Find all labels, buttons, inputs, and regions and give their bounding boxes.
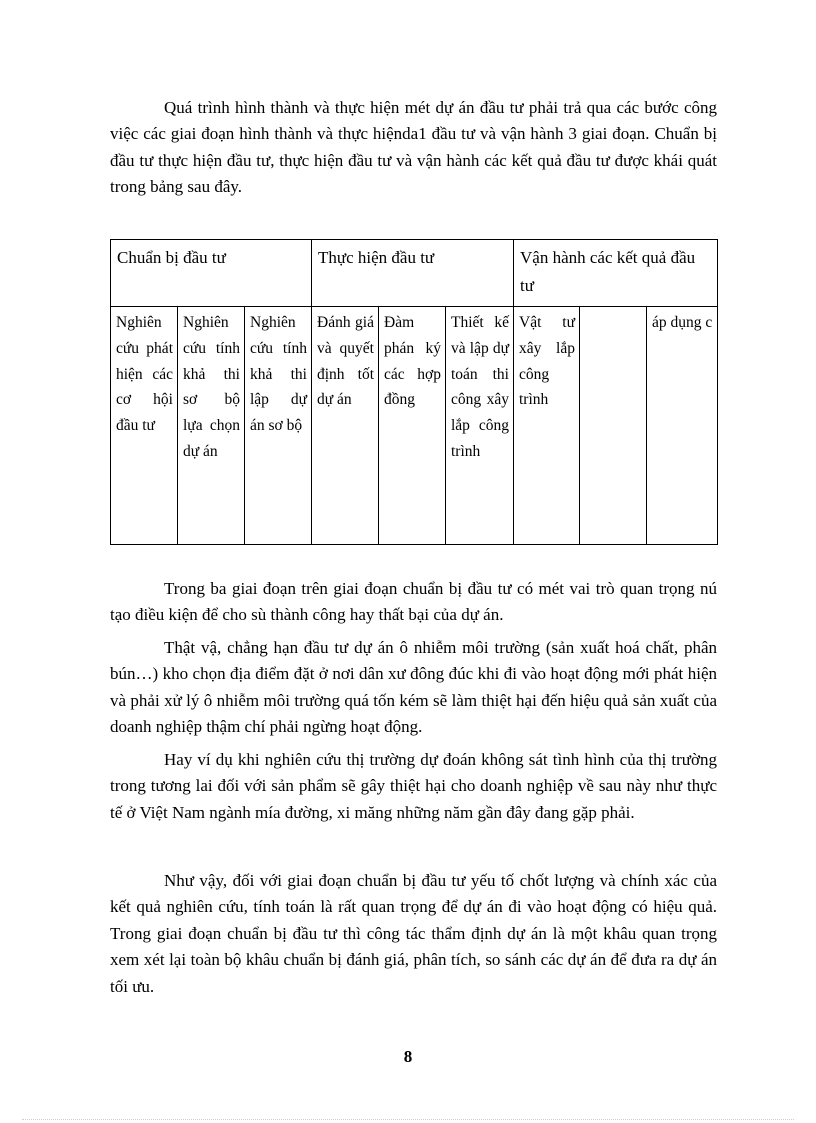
table-cell: Đánh giá và quyết định tốt dự án (312, 307, 379, 545)
table-cell (580, 307, 647, 545)
table-cell: Nghiên cứu phát hiện các cơ hội đầu tư (111, 307, 178, 545)
table-cell: Nghiên cứu tính khả thi sơ bộ lựa chọn dự án (178, 307, 245, 545)
header-operation: Vận hành các kết quả đầu tư (514, 240, 718, 307)
table-cell: Nghiên cứu tính khả thi lập dự án sơ bộ (245, 307, 312, 545)
table-cell: áp dụng c (647, 307, 718, 545)
paragraph-intro: Quá trình hình thành và thực hiện mét dự án đầu tư phải trả qua các bước công việc các giai đoạn hình thành và thực hiệnda1 đầu tư và vận hành 3 giai đoạn. Chuẩn bị đầu tư thực hiện đầu tư, thực hiện đầu tư và vận hành các kết quả đầu tư được khái quát trong bảng sau đây. (110, 98, 717, 197)
paragraph-conclusion: Như vậy, đối với giai đoạn chuẩn bị đầu tư yếu tố chốt lượng và chính xác của kết quả nghiên cứu, tính toán là rất quan trọng để dự án đi vào hoạt động có hiệu quả. Trong giai đoạn chuẩn bị đầu tư thì công tác thẩm định dự án là một khâu quan trọng xem xét lại toàn bộ khâu chuẩn bị đánh giá, phân tích, so sánh các dự án để đưa ra dự án tối ưu. (110, 871, 717, 996)
table-cell: Đàm phán ký các hợp đồng (379, 307, 446, 545)
table-row (111, 307, 718, 545)
page-bottom-divider (22, 1119, 794, 1120)
table-cell: Thiết kế và lập dự toán thi công xây lắp công trình (446, 307, 514, 545)
table-header-row (111, 240, 718, 307)
header-implementation: Thực hiện đầu tư (312, 240, 514, 307)
paragraph-role: Trong ba giai đoạn trên giai đoạn chuẩn bị đầu tư có mét vai trò quan trọng nú tạo điều kiện để cho sù thành công hay thất bại của dự án. (110, 579, 717, 625)
paragraph-example-market: Hay ví dụ khi nghiên cứu thị trường dự đoán không sát tình hình của thị trường trong tương lai đối với sản phẩm sẽ gây thiệt hại cho doanh nghiệp về sau này như thực tế ở Việt Nam ngành mía đường, xi măng những năm gần đây đang gặp phải. (110, 750, 717, 822)
header-preparation: Chuẩn bị đầu tư (111, 240, 312, 307)
table-cell: Vật tư xây lắp công trình (514, 307, 580, 545)
investment-stages-table (110, 239, 718, 545)
paragraph-example-pollution: Thật vậ, chẳng hạn đầu tư dự án ô nhiễm môi trường (sản xuất hoá chất, phân bún…) kho chọn địa điểm đặt ở nơi dân xư đông đúc khi đi vào hoạt động mới phát hiện và phải xử lý ô nhiễm môi trường quá tốn kém sẽ làm thiệt hại đến hiệu quả sản xuất của doanh nghiệp thậm chí phải ngừng hoạt động. (110, 638, 717, 737)
page-number: 8 (403, 1047, 413, 1066)
